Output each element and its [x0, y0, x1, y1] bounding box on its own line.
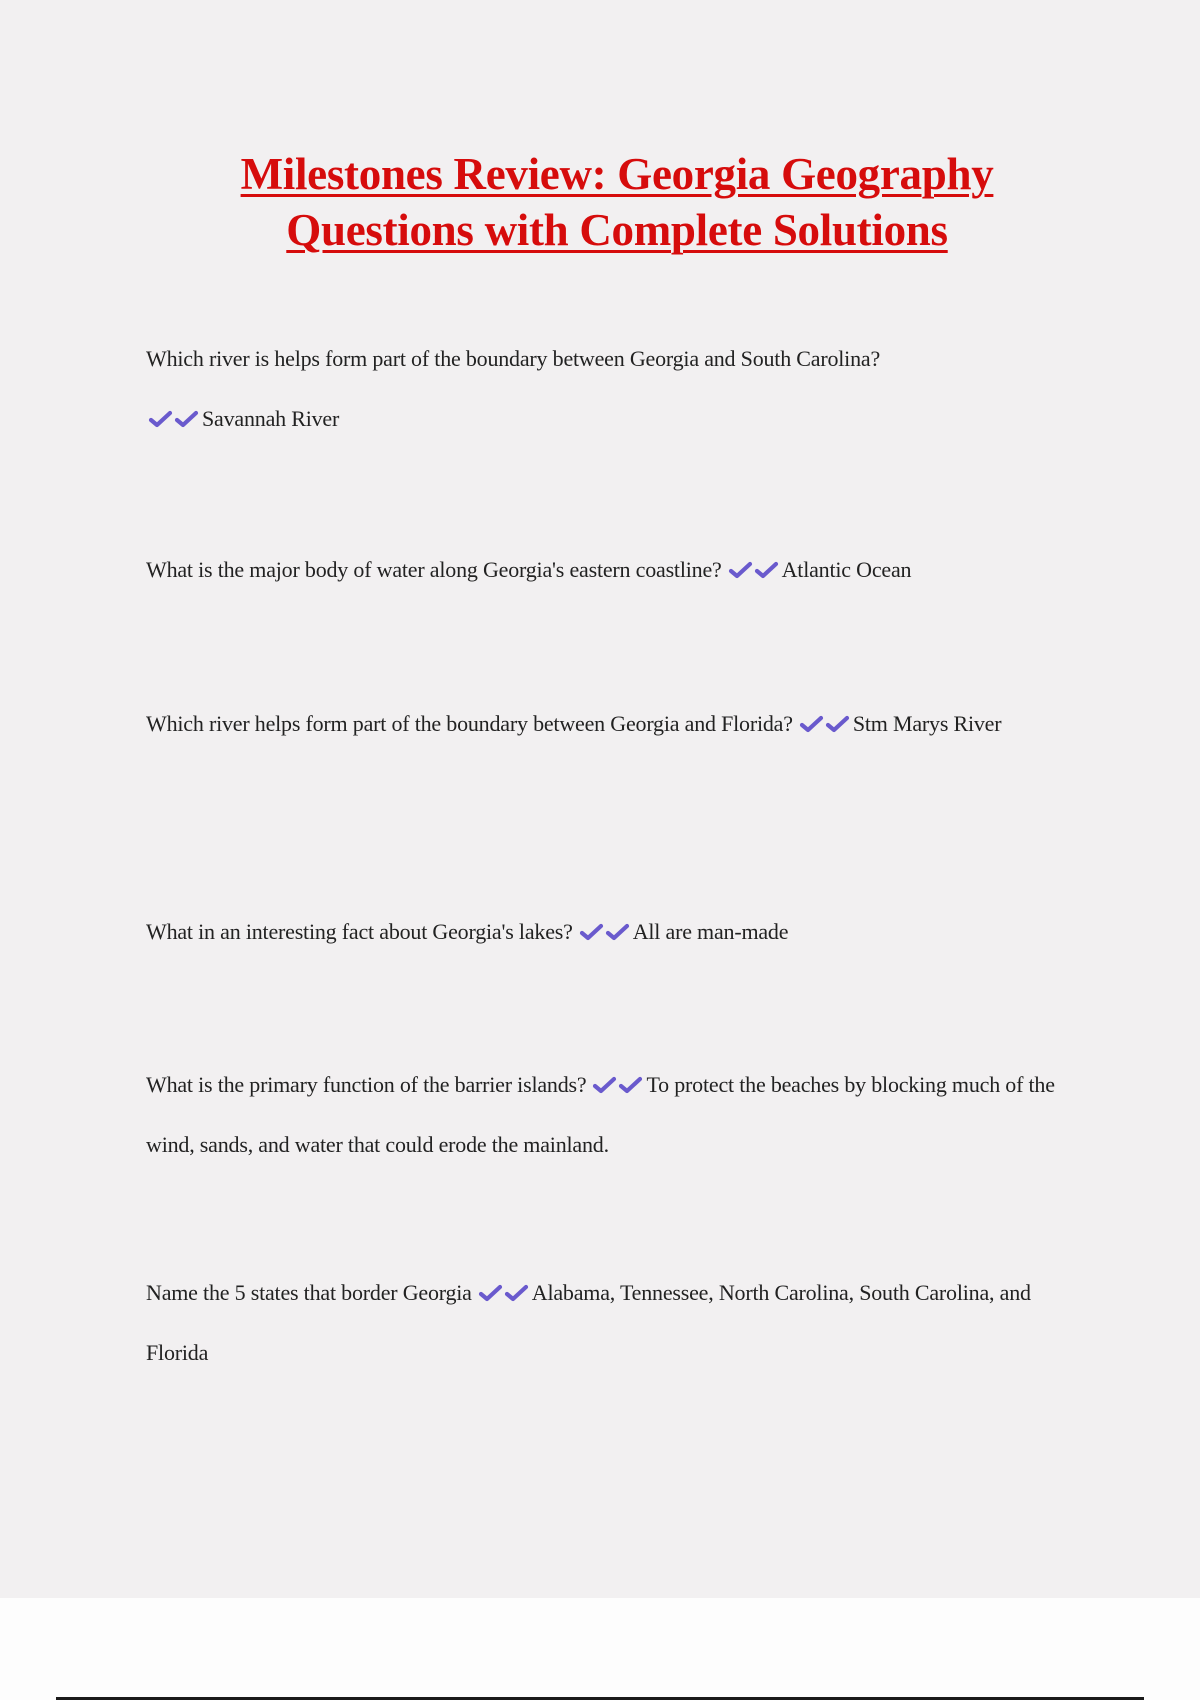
- checkmark-icon: [478, 1283, 504, 1303]
- checkmark-icon: [618, 1075, 644, 1095]
- qa-item-1: [146, 329, 1066, 449]
- double-checkmark-icon: [799, 694, 851, 754]
- title-line-1: Milestones Review: Georgia Geography: [240, 149, 994, 199]
- double-checkmark-icon: [728, 540, 780, 600]
- checkmark-icon: [728, 560, 754, 580]
- answer-text: Stm Marys River: [852, 711, 1002, 736]
- checkmark-icon: [605, 922, 631, 942]
- question-text: What is the primary function of the barrier islands?: [146, 1072, 587, 1097]
- question-text: What in an interesting fact about Georgia's lakes?: [146, 919, 573, 944]
- title-line-2: Questions with Complete Solutions: [286, 205, 948, 255]
- answer-text: Alabama, Tennessee, North Carolina, South Carolina, and Florida: [146, 1280, 1031, 1365]
- answer-text: All are man-made: [632, 919, 789, 944]
- double-checkmark-icon: [592, 1055, 644, 1115]
- qa-item-6: [146, 1263, 1066, 1383]
- double-checkmark-icon: [579, 902, 631, 962]
- question-text: Which river helps form part of the boundary between Georgia and Florida?: [146, 711, 793, 736]
- qa-item-3: [146, 694, 1066, 754]
- answer-text: To protect the beaches by blocking much of the wind, sands, and water that could erode the mainland.: [146, 1072, 1055, 1157]
- double-checkmark-icon: [148, 389, 200, 449]
- checkmark-icon: [174, 409, 200, 429]
- qa-item-4: [146, 902, 1066, 962]
- qa-item-2: [146, 540, 1066, 600]
- checkmark-icon: [592, 1075, 618, 1095]
- document-title: [0, 146, 1200, 258]
- answer-text: Atlantic Ocean: [781, 557, 912, 582]
- question-text: Name the 5 states that border Georgia: [146, 1280, 472, 1305]
- checkmark-icon: [504, 1283, 530, 1303]
- checkmark-icon: [825, 714, 851, 734]
- answer-text: Savannah River: [202, 406, 340, 431]
- question-text: What is the major body of water along Georgia's eastern coastline?: [146, 557, 722, 582]
- checkmark-icon: [579, 922, 605, 942]
- double-checkmark-icon: [478, 1263, 530, 1323]
- checkmark-icon: [799, 714, 825, 734]
- checkmark-icon: [148, 409, 174, 429]
- qa-item-5: [146, 1055, 1066, 1175]
- question-text: Which river is helps form part of the boundary between Georgia and South Carolina?: [146, 346, 881, 371]
- checkmark-icon: [754, 560, 780, 580]
